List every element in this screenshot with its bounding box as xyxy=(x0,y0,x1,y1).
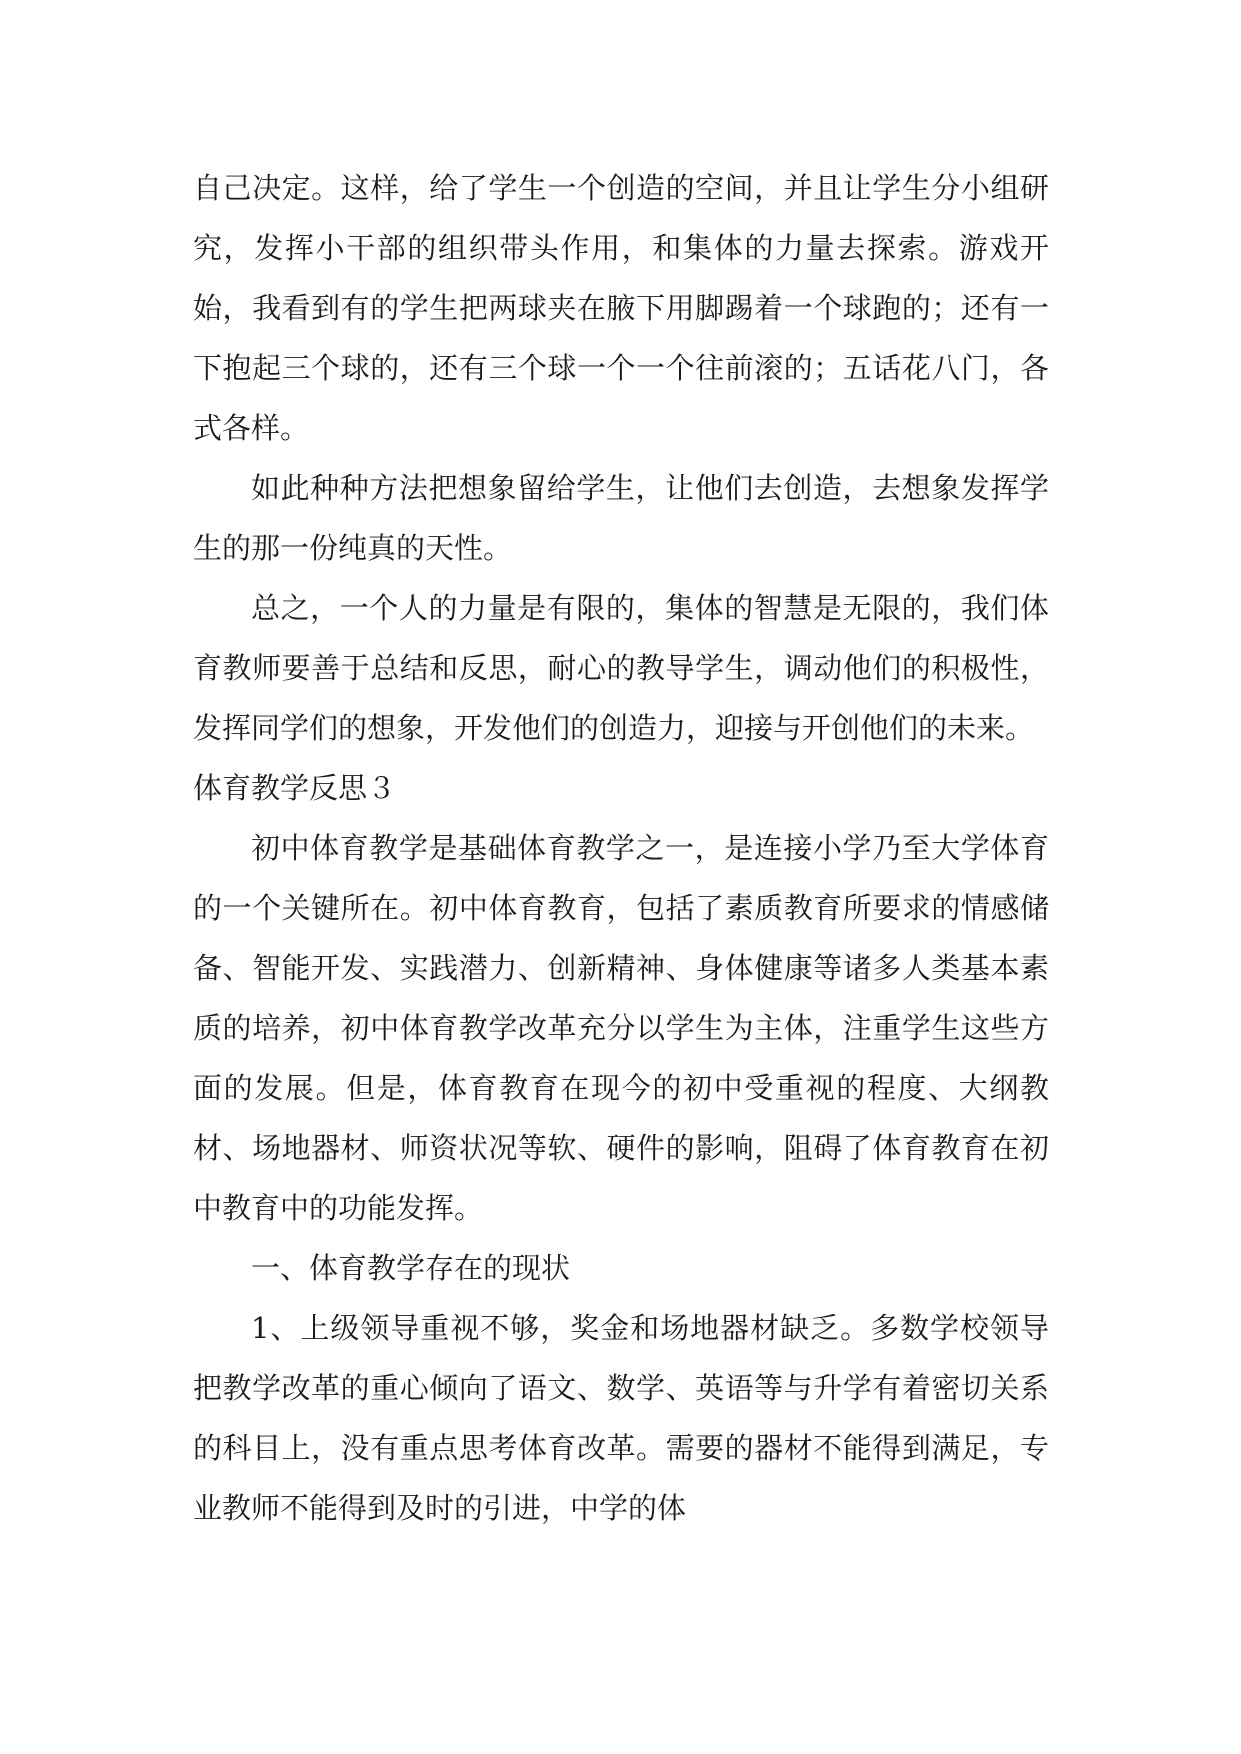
paragraph-5: 1、上级领导重视不够，奖金和场地器材缺乏。多数学校领导把教学改革的重心倾向了语文、数学、英语等与升学有着密切关系的科目上，没有重点思考体育改革。需要的器材不能得到满足，专业教师不能得到及时的引进，中学的体 xyxy=(193,1311,1049,1525)
subheading-1: 一、体育教学存在的现状 xyxy=(251,1251,571,1285)
paragraph-4: 初中体育教学是基础体育教学之一，是连接小学乃至大学体育的一个关键所在。初中体育教育，包括了素质教育所要求的情感储备、智能开发、实践潜力、创新精神、身体健康等诸多人类基本素质的培养，初中体育教学改革充分以学生为主体，注重学生这些方面的发展。但是，体育教育在现今的初中受重视的程度、大纲教材、场地器材、师资状况等软、硬件的影响，阻碍了体育教育在初中教育中的功能发挥。 xyxy=(193,831,1049,1225)
paragraph-2: 如此种种方法把想象留给学生，让他们去创造，去想象发挥学生的那一份纯真的天性。 xyxy=(193,471,1049,565)
section-heading: 体育教学反思３ xyxy=(193,771,397,805)
paragraph-1: 自己决定。这样，给了学生一个创造的空间，并且让学生分小组研究，发挥小干部的组织带头作用，和集体的力量去探索。游戏开始，我看到有的学生把两球夹在腋下用脚踢着一个球跑的；还有一下抱起三个球的，还有三个球一个一个往前滚的；五话花八门，各式各样。 xyxy=(193,171,1049,445)
paragraph-3: 总之，一个人的力量是有限的，集体的智慧是无限的，我们体育教师要善于总结和反思，耐心的教导学生，调动他们的积极性，发挥同学们的想象，开发他们的创造力，迎接与开创他们的未来。 xyxy=(193,591,1049,745)
document-body xyxy=(193,158,1049,1538)
